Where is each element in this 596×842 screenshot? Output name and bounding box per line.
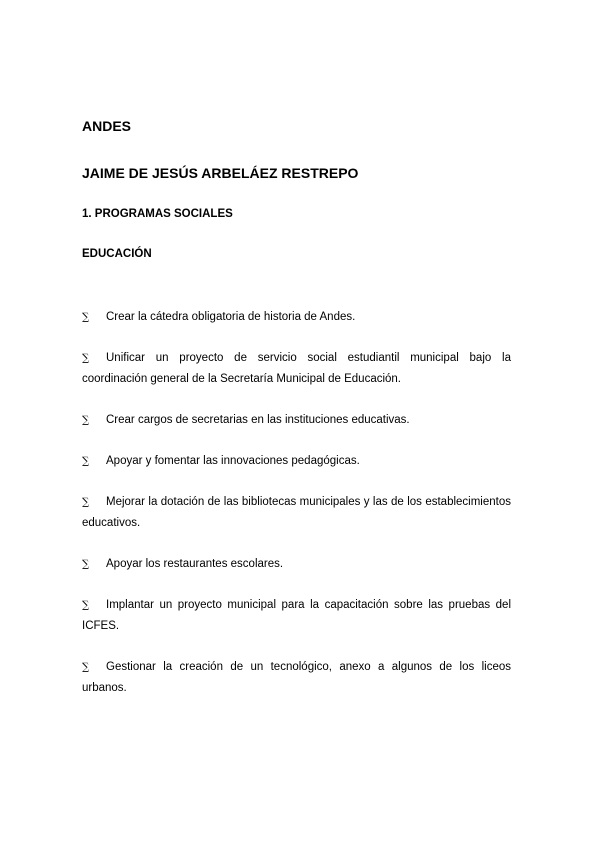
bullet-icon: ∑ [82, 353, 90, 364]
bullet-icon: ∑ [82, 497, 90, 508]
document-title-city: ANDES [82, 118, 132, 134]
bullet-list [82, 307, 511, 719]
list-item [82, 595, 511, 637]
list-item-text: Crear la cátedra obligatoria de historia de Andes. [106, 311, 356, 323]
list-item [82, 410, 511, 431]
list-item-text: Implantar un proyecto municipal para la capacitación sobre las pruebas del ICFES. [82, 599, 511, 632]
bullet-icon: ∑ [82, 312, 90, 323]
list-item-text: Crear cargos de secretarias en las instituciones educativas. [106, 414, 410, 426]
bullet-icon: ∑ [82, 559, 90, 570]
list-item-text: Apoyar los restaurantes escolares. [106, 558, 284, 570]
list-item [82, 451, 511, 472]
list-item [82, 307, 511, 328]
list-item [82, 657, 511, 699]
bullet-icon: ∑ [82, 662, 90, 673]
list-item [82, 348, 511, 390]
list-item-text: Apoyar y fomentar las innovaciones pedagógicas. [106, 455, 360, 467]
list-item-text: Unificar un proyecto de servicio social estudiantil municipal bajo la coordinación general de la Secretaría Municipal de Educación. [82, 352, 511, 385]
list-item [82, 492, 511, 534]
bullet-icon: ∑ [82, 600, 90, 611]
subsection-heading: EDUCACIÓN [82, 248, 152, 260]
bullet-icon: ∑ [82, 415, 90, 426]
list-item [82, 554, 511, 575]
bullet-icon: ∑ [82, 456, 90, 467]
list-item-text: Gestionar la creación de un tecnológico, anexo a algunos de los liceos urbanos. [82, 661, 511, 694]
section-heading: 1. PROGRAMAS SOCIALES [82, 208, 233, 220]
candidate-name: JAIME DE JESÚS ARBELÁEZ RESTREPO [82, 165, 359, 181]
list-item-text: Mejorar la dotación de las bibliotecas municipales y las de los establecimientos educativos. [82, 496, 511, 529]
